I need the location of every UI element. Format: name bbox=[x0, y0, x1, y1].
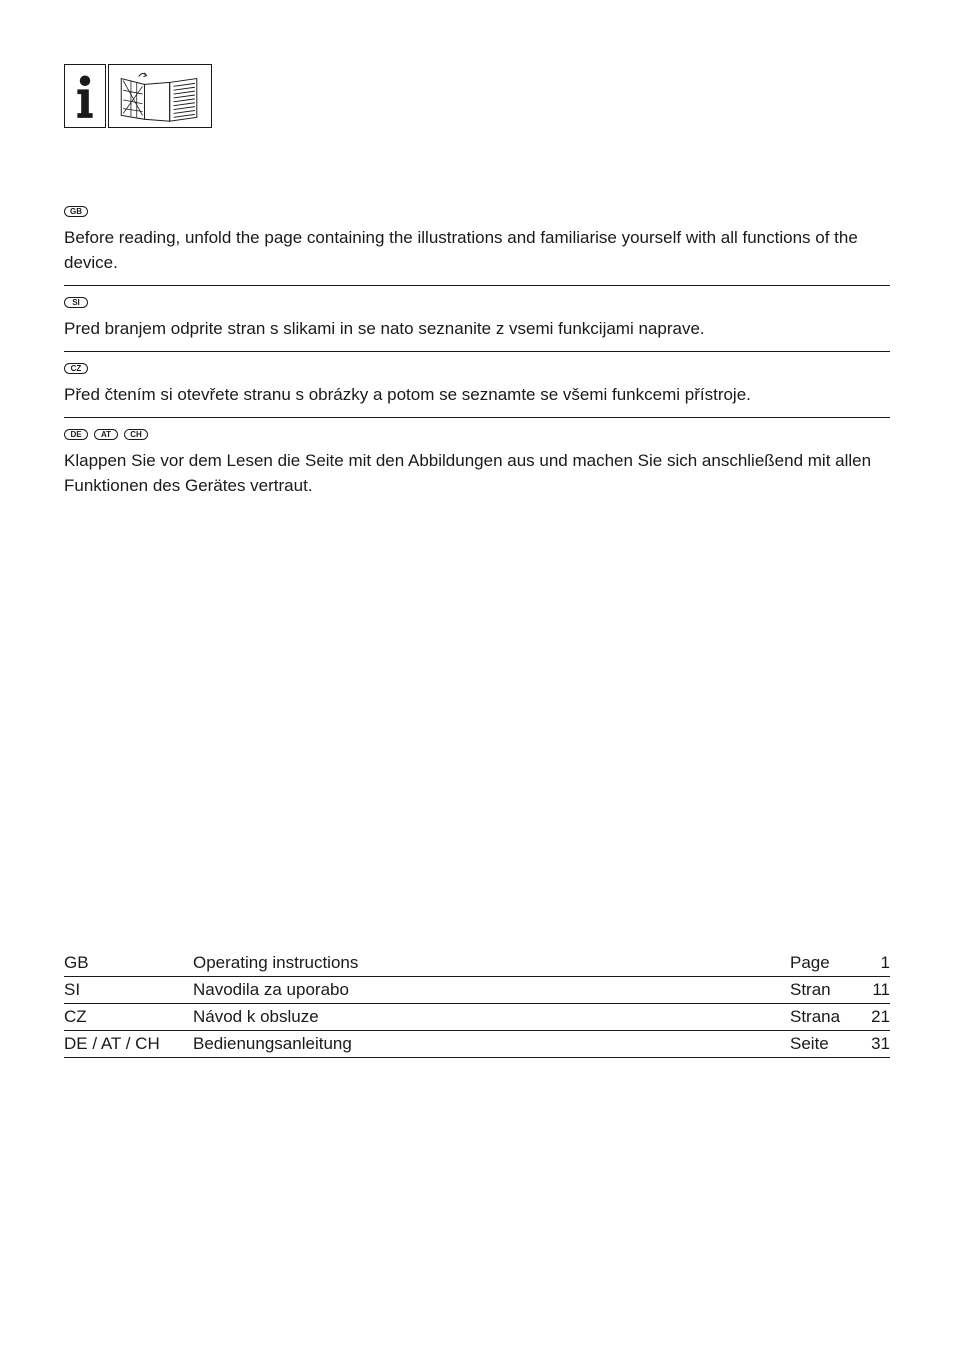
language-badge-cz: CZ bbox=[64, 363, 88, 374]
unfold-instruction-gb: Before reading, unfold the page containing the illustrations and familiarise yourself with all functions of the device. bbox=[64, 228, 858, 272]
toc-title: Operating instructions bbox=[193, 950, 790, 977]
unfold-page-icon bbox=[108, 64, 212, 128]
toc-language-code: SI bbox=[64, 977, 193, 1004]
unfold-instruction-de: Klappen Sie vor dem Lesen die Seite mit den Abbildungen aus und machen Sie sich anschließend mit allen Funktionen des Gerätes vertraut. bbox=[64, 451, 872, 495]
toc-title: Navodila za uporabo bbox=[193, 977, 790, 1004]
info-icon bbox=[64, 64, 106, 128]
section-divider bbox=[64, 351, 890, 352]
toc-page-number: 31 bbox=[850, 1031, 890, 1058]
toc-language-code: CZ bbox=[64, 1004, 193, 1031]
toc-row[interactable] bbox=[64, 1004, 890, 1031]
toc-row[interactable] bbox=[64, 977, 890, 1004]
section-divider bbox=[64, 285, 890, 286]
toc-title: Bedienungsanleitung bbox=[193, 1031, 790, 1058]
toc-row[interactable] bbox=[64, 950, 890, 977]
language-badges bbox=[64, 363, 890, 378]
toc-page-number: 21 bbox=[850, 1004, 890, 1031]
language-badge-ch: CH bbox=[124, 429, 148, 440]
unfold-instruction-cz: Před čtením si otevřete stranu s obrázky a potom se seznamte se všemi funkcemi přístroje. bbox=[64, 385, 751, 404]
section-cz bbox=[64, 363, 890, 407]
toc-page-label: Stran bbox=[790, 977, 850, 1004]
language-badge-si: SI bbox=[64, 297, 88, 308]
language-badge-gb: GB bbox=[64, 206, 88, 217]
toc-language-code: DE / AT / CH bbox=[64, 1031, 193, 1058]
section-si bbox=[64, 297, 890, 341]
toc-page-label: Strana bbox=[790, 1004, 850, 1031]
language-badges bbox=[64, 206, 890, 221]
toc-row[interactable] bbox=[64, 1031, 890, 1058]
unfold-instruction-si: Pred branjem odprite stran s slikami in se nato seznanite z vsemi funkcijami naprave. bbox=[64, 319, 705, 338]
language-badge-at: AT bbox=[94, 429, 118, 440]
toc-page-label: Page bbox=[790, 950, 850, 977]
toc-language-code: GB bbox=[64, 950, 193, 977]
section-divider bbox=[64, 417, 890, 418]
toc-title: Návod k obsluze bbox=[193, 1004, 790, 1031]
language-badges bbox=[64, 429, 890, 444]
section-gb bbox=[64, 206, 890, 275]
toc-page-label: Seite bbox=[790, 1031, 850, 1058]
toc-page-number: 1 bbox=[850, 950, 890, 977]
language-badge-de: DE bbox=[64, 429, 88, 440]
section-de-at-ch bbox=[64, 429, 890, 498]
toc-page-number: 11 bbox=[850, 977, 890, 1004]
language-badges bbox=[64, 297, 890, 312]
table-of-contents bbox=[64, 950, 890, 1058]
